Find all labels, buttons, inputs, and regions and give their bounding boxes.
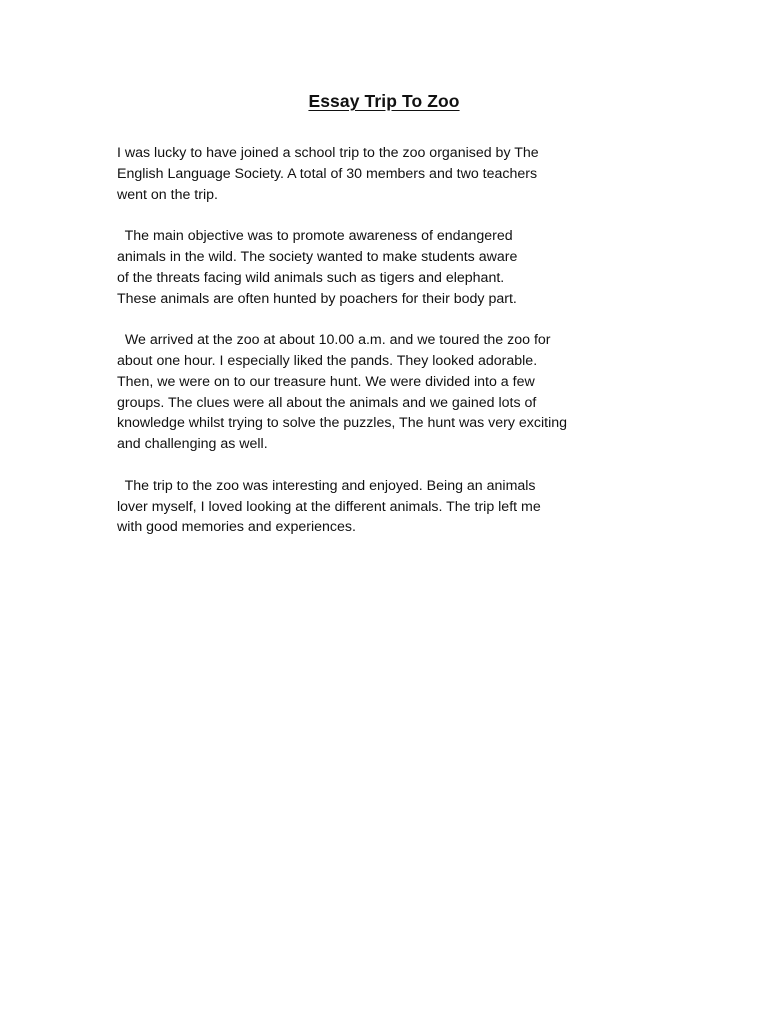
document-title: Essay Trip To Zoo <box>308 91 460 111</box>
text-line: about one hour. I especially liked the pands. They looked adorable. <box>117 352 538 369</box>
text-line: I was lucky to have joined a school trip to the zoo organised by The <box>117 145 539 161</box>
text-line: These animals are often hunted by poachers for their body part. <box>117 290 517 307</box>
paragraph-4 <box>117 476 657 538</box>
text-line: English Language Society. A total of 30 members and two teachers <box>117 165 538 182</box>
paragraph-1 <box>117 143 657 205</box>
paragraph-2 <box>117 226 657 309</box>
text-line: went on the trip. <box>117 186 218 203</box>
text-line: Then, we were on to our treasure hunt. We were divided into a few <box>117 373 535 390</box>
text-line: The main objective was to promote awareness of endangered <box>117 228 513 245</box>
text-line: of the threats facing wild animals such as tigers and elephant. <box>117 269 505 286</box>
paragraph-3 <box>117 330 657 455</box>
text-line: with good memories and experiences. <box>117 519 356 536</box>
text-line: knowledge whilst trying to solve the puzzles, The hunt was very exciting <box>117 415 568 432</box>
text-line: We arrived at the zoo at about 10.00 a.m. and we toured the zoo for <box>117 332 551 349</box>
essay-body <box>117 143 657 559</box>
text-line: groups. The clues were all about the animals and we gained lots of <box>117 394 537 411</box>
text-line: and challenging as well. <box>117 436 268 453</box>
text-line: lover myself, I loved looking at the different animals. The trip left me <box>117 498 541 515</box>
text-line: The trip to the zoo was interesting and enjoyed. Being an animals <box>117 477 536 494</box>
text-line: animals in the wild. The society wanted to make students aware <box>117 248 518 265</box>
